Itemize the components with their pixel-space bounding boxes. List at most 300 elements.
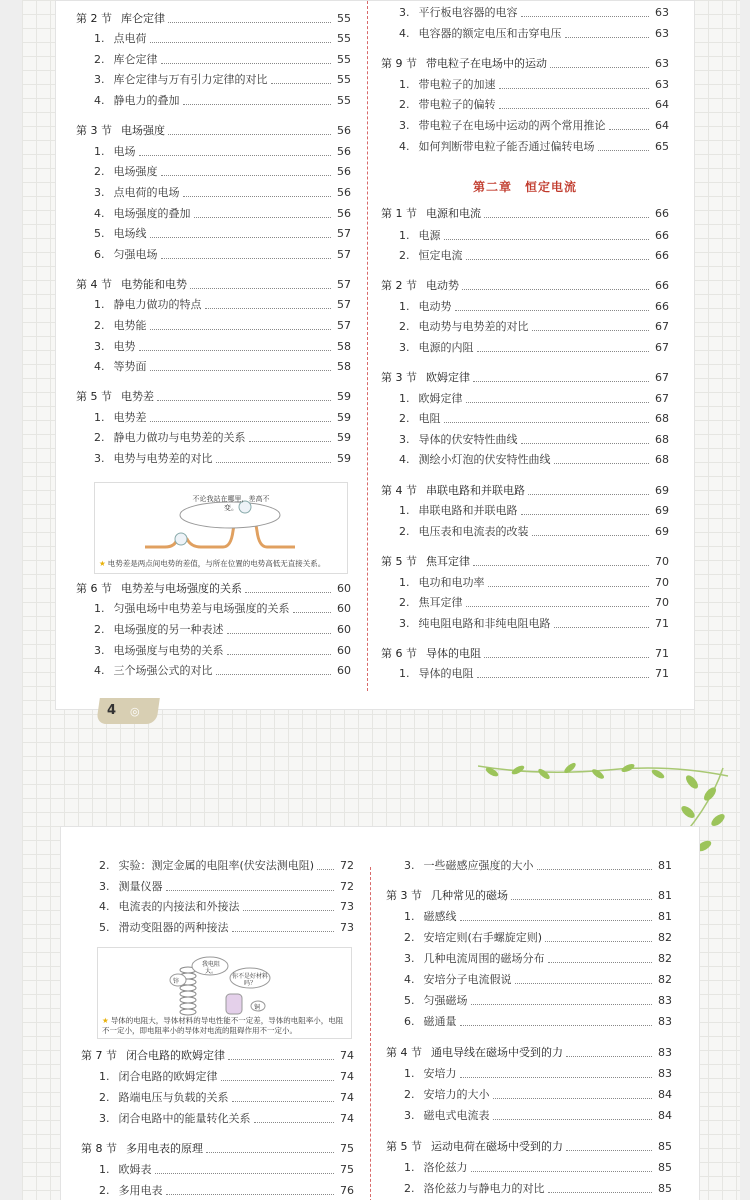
toc-number: 2.: [399, 525, 410, 538]
toc-item-row[interactable]: [76, 143, 351, 159]
leader-dots: [228, 1059, 334, 1060]
toc-page-number: 56: [337, 145, 351, 158]
toc-title: 多用电表的原理: [126, 1142, 203, 1155]
leader-dots: [550, 67, 649, 68]
page-tab: [96, 698, 160, 724]
toc-number: 4.: [399, 453, 410, 466]
toc-section-row[interactable]: [386, 887, 672, 903]
toc-page-number: 60: [337, 644, 351, 657]
toc-item-row[interactable]: [386, 929, 672, 945]
toc-page-number: 72: [340, 880, 354, 893]
toc-title: 纯电阻电路和非纯电阻电路: [418, 617, 551, 630]
toc-page-number: 68: [655, 412, 669, 425]
toc-number: 1.: [94, 298, 105, 311]
toc-number: 6.: [94, 248, 105, 261]
toc-item-row[interactable]: [386, 950, 672, 966]
toc-section-row[interactable]: [381, 277, 669, 293]
toc-item-row[interactable]: [381, 4, 669, 20]
toc-number: 第 8 节: [81, 1142, 117, 1155]
toc-title: 欧姆定律: [426, 371, 470, 384]
leader-dots: [455, 310, 650, 311]
leader-dots: [545, 941, 652, 942]
toc-number: 2.: [399, 596, 410, 609]
toc-item-row[interactable]: [76, 317, 351, 333]
toc-number: 1.: [399, 504, 410, 517]
toc-title: 路端电压与负载的关系: [118, 1091, 229, 1104]
leader-dots: [565, 37, 650, 38]
toc-page-number: 69: [655, 525, 669, 538]
leader-dots: [183, 104, 332, 105]
toc-number: 2.: [94, 165, 105, 178]
toc-number: 3.: [399, 6, 410, 19]
toc-page-number: 63: [655, 78, 669, 91]
toc-item-row[interactable]: [76, 225, 351, 241]
toc-item-row[interactable]: [386, 857, 672, 873]
toc-item-row[interactable]: [76, 163, 351, 179]
toc-item-row[interactable]: [76, 600, 351, 616]
toc-item-row[interactable]: [381, 298, 669, 314]
toc-item-row[interactable]: [76, 71, 351, 87]
toc-title: 库仑定律: [121, 12, 165, 25]
leader-dots: [466, 402, 650, 403]
toc-item-row[interactable]: [76, 51, 351, 67]
toc-item-row[interactable]: [381, 339, 669, 355]
leader-dots: [157, 400, 331, 401]
toc-number: 2.: [399, 412, 410, 425]
leader-dots: [227, 654, 332, 655]
toc-page-number: 57: [337, 227, 351, 240]
toc-page-number: 56: [337, 124, 351, 137]
toc-section-row[interactable]: [76, 388, 351, 404]
leader-dots: [139, 350, 332, 351]
toc-item-row[interactable]: [81, 878, 354, 894]
toc-item-row[interactable]: [386, 1013, 672, 1029]
toc-item-row[interactable]: [386, 1107, 672, 1123]
toc-title: 电势与电势差的对比: [113, 452, 213, 465]
toc-page-number: 67: [655, 371, 669, 384]
toc-title: 磁通量: [423, 1015, 457, 1028]
toc-item-row[interactable]: [381, 390, 669, 406]
toc-number: 3.: [399, 617, 410, 630]
toc-section-row[interactable]: [386, 1138, 672, 1154]
toc-title: 欧姆定律: [418, 392, 463, 405]
toc-item-row[interactable]: [386, 1159, 672, 1175]
toc-title: 磁感线: [423, 910, 457, 923]
leader-dots: [150, 42, 332, 43]
toc-number: 第 6 节: [381, 647, 417, 660]
toc-item-row[interactable]: [381, 96, 669, 112]
leader-dots: [150, 329, 332, 330]
toc-section-row[interactable]: [81, 1140, 354, 1156]
toc-number: 4.: [94, 207, 105, 220]
toc-title: 电源和电流: [426, 207, 481, 220]
toc-item-row[interactable]: [381, 318, 669, 334]
toc-page-number: 66: [655, 300, 669, 313]
toc-item-row[interactable]: [76, 642, 351, 658]
toc-title: 通电导线在磁场中受到的力: [431, 1046, 563, 1059]
leader-dots: [473, 381, 649, 382]
toc-item-row[interactable]: [76, 621, 351, 637]
toc-item-row[interactable]: [381, 431, 669, 447]
toc-page-number: 83: [658, 1046, 672, 1059]
toc-title: 洛伦兹力: [423, 1161, 468, 1174]
toc-item-row[interactable]: [81, 857, 354, 873]
toc-item-row[interactable]: [386, 1065, 672, 1081]
toc-title: 匀强电场中电势差与电场强度的关系: [113, 602, 290, 615]
leader-dots: [205, 308, 332, 309]
toc-item-row[interactable]: [76, 338, 351, 354]
toc-item-row[interactable]: [381, 615, 669, 631]
toc-number: 1.: [94, 411, 105, 424]
toc-number: 第 9 节: [381, 57, 417, 70]
toc-number: 第 2 节: [381, 279, 417, 292]
toc-title: 电动势: [418, 300, 452, 313]
toc-item-row[interactable]: [386, 908, 672, 924]
toc-item-row[interactable]: [76, 92, 351, 108]
toc-item-row[interactable]: [76, 450, 351, 466]
toc-title: 多用电表: [118, 1184, 163, 1197]
toc-title: 焦耳定律: [418, 596, 463, 609]
toc-item-row[interactable]: [76, 205, 351, 221]
toc-section-row[interactable]: [386, 1044, 672, 1060]
toc-page-number: 65: [655, 140, 669, 153]
leader-dots: [484, 217, 649, 218]
leader-dots: [462, 289, 649, 290]
toc-number: 2.: [99, 1091, 110, 1104]
toc-page-number: 85: [658, 1182, 672, 1195]
toc-item-row[interactable]: [381, 574, 669, 590]
toc-number: 1.: [399, 667, 410, 680]
toc-title: 电场强度的叠加: [113, 207, 191, 220]
toc-number: 第 5 节: [381, 555, 417, 568]
toc-title: 电场强度: [121, 124, 165, 137]
toc-number: 4.: [94, 94, 105, 107]
leader-dots: [499, 108, 650, 109]
toc-item-row[interactable]: [81, 1089, 354, 1105]
toc-title: 实验：测定金属的电阻率(伏安法测电阻): [118, 859, 315, 872]
toc-section-row[interactable]: [76, 122, 351, 138]
leader-dots: [232, 931, 335, 932]
leader-dots: [548, 962, 653, 963]
toc-page-number: 59: [337, 431, 351, 444]
leader-dots: [444, 422, 650, 423]
toc-title: 导体的电阻: [418, 667, 474, 680]
toc-item-row[interactable]: [76, 296, 351, 312]
toc-number: 1.: [404, 910, 415, 923]
toc-page-number: 55: [337, 12, 351, 25]
leader-dots: [150, 370, 332, 371]
toc-item-row[interactable]: [381, 247, 669, 263]
leader-dots: [227, 633, 332, 634]
toc-number: 5.: [94, 227, 105, 240]
toc-title: 电场强度: [113, 165, 158, 178]
leader-dots: [155, 1173, 335, 1174]
toc-item-row[interactable]: [76, 184, 351, 200]
coil-illustration: [98, 948, 353, 1022]
leader-dots: [166, 1194, 335, 1195]
toc-item-row[interactable]: [81, 1182, 354, 1198]
illustration-potential-difference: [94, 482, 348, 574]
toc-title: 带电粒子的偏转: [418, 98, 496, 111]
toc-number: 3.: [94, 73, 105, 86]
toc-item-row[interactable]: [381, 502, 669, 518]
toc-section-row[interactable]: [76, 276, 351, 292]
toc-title: 电势: [113, 340, 136, 353]
toc-page-number: 55: [337, 32, 351, 45]
leader-dots: [493, 1119, 653, 1120]
toc-item-row[interactable]: [381, 594, 669, 610]
toc-number: 1.: [399, 576, 410, 589]
toc-item-row[interactable]: [381, 665, 669, 681]
leader-dots: [477, 351, 650, 352]
leader-dots: [477, 677, 650, 678]
leader-dots: [194, 217, 332, 218]
toc-number: 6.: [404, 1015, 415, 1028]
toc-number: 2.: [99, 859, 110, 872]
toc-title: 带电粒子的加速: [418, 78, 496, 91]
toc-item-row[interactable]: [81, 1068, 354, 1084]
toc-item-row[interactable]: [81, 1161, 354, 1177]
toc-title: 导体的电阻: [426, 647, 481, 660]
toc-page-number: 67: [655, 392, 669, 405]
toc-page-number: 71: [655, 617, 669, 630]
star-icon: ★: [102, 1016, 109, 1025]
toc-page-number: 70: [655, 555, 669, 568]
toc-page-number: 67: [655, 341, 669, 354]
toc-number: 4.: [94, 664, 105, 677]
chapter-heading: 第二章 恒定电流: [472, 180, 577, 194]
toc-page-number: 57: [337, 319, 351, 332]
toc-title: 电势差: [113, 411, 147, 424]
toc-number: 第 3 节: [386, 889, 422, 902]
toc-page-number: 60: [337, 582, 351, 595]
toc-page-number: 73: [340, 921, 354, 934]
toc-page-number: 55: [337, 73, 351, 86]
toc-item-row[interactable]: [381, 117, 669, 133]
toc-item-row[interactable]: [386, 971, 672, 987]
toc-number: 3.: [399, 341, 410, 354]
toc-number: 第 6 节: [76, 582, 112, 595]
toc-number: 3.: [399, 119, 410, 132]
toc-number: 3.: [94, 644, 105, 657]
leader-dots: [243, 910, 335, 911]
toc-title: 等势面: [113, 360, 147, 373]
toc-number: 3.: [94, 186, 105, 199]
toc-page-number: 59: [337, 452, 351, 465]
toc-number: 2.: [404, 1182, 415, 1195]
toc-item-row[interactable]: [386, 1086, 672, 1102]
toc-number: 3.: [94, 452, 105, 465]
leader-dots: [566, 1150, 652, 1151]
toc-number: 1.: [94, 32, 105, 45]
toc-page-number: 58: [337, 340, 351, 353]
speech-bubble: 不论我站在哪里，差高不变。: [192, 495, 270, 512]
toc-title: 恒定电流: [418, 249, 463, 262]
toc-section-row[interactable]: [76, 10, 351, 26]
toc-section-row[interactable]: [381, 553, 669, 569]
toc-title: 电阻: [418, 412, 441, 425]
leader-dots: [521, 514, 650, 515]
toc-item-row[interactable]: [381, 138, 669, 154]
toc-item-row[interactable]: [381, 227, 669, 243]
toc-number: 3.: [404, 1109, 415, 1122]
toc-page-number: 66: [655, 207, 669, 220]
toc-page-number: 83: [658, 1067, 672, 1080]
toc-section-row[interactable]: [381, 369, 669, 385]
leader-dots: [515, 983, 653, 984]
illustration-caption: ★ 电势差是两点间电势的差值，与所在位置的电势高低无直接关系。: [99, 559, 326, 568]
toc-section-row[interactable]: [381, 645, 669, 661]
toc-page-number: 75: [340, 1163, 354, 1176]
toc-item-row[interactable]: [381, 25, 669, 41]
toc-title: 静电力做功的特点: [113, 298, 202, 311]
toc-page-number: 63: [655, 27, 669, 40]
toc-page-number: 84: [658, 1109, 672, 1122]
leader-dots: [221, 1080, 335, 1081]
toc-item-row[interactable]: [386, 992, 672, 1008]
toc-number: 1.: [399, 78, 410, 91]
toc-page-number: 56: [337, 186, 351, 199]
toc-page-number: 68: [655, 453, 669, 466]
leader-dots: [150, 421, 332, 422]
star-icon: ★: [99, 559, 106, 568]
toc-page-number: 76: [340, 1184, 354, 1197]
leader-dots: [161, 175, 332, 176]
leader-dots: [493, 1098, 653, 1099]
toc-title: 几种电流周围的磁场分布: [423, 952, 545, 965]
toc-number: 2.: [399, 98, 410, 111]
toc-title: 库仑定律与万有引力定律的对比: [113, 73, 268, 86]
toc-title: 欧姆表: [118, 1163, 152, 1176]
toc-page-number: 58: [337, 360, 351, 373]
leader-dots: [521, 16, 650, 17]
toc-page-number: 64: [655, 119, 669, 132]
toc-number: 第 4 节: [381, 484, 417, 497]
toc-page-number: 57: [337, 278, 351, 291]
toc-page-number: 74: [340, 1112, 354, 1125]
label-zinc: 锌: [173, 978, 180, 985]
toc-page-number: 60: [337, 664, 351, 677]
toc-item-row[interactable]: [381, 451, 669, 467]
toc-number: 4.: [399, 140, 410, 153]
leader-dots: [466, 606, 650, 607]
toc-page-number: 81: [658, 889, 672, 902]
leader-dots: [528, 494, 649, 495]
toc-title: 电场线: [113, 227, 147, 240]
toc-page-number: 70: [655, 596, 669, 609]
leader-dots: [532, 535, 650, 536]
toc-page-number: 67: [655, 320, 669, 333]
toc-item-row[interactable]: [381, 410, 669, 426]
toc-title: 磁电式电流表: [423, 1109, 490, 1122]
leader-dots: [216, 462, 332, 463]
toc-title: 焦耳定律: [426, 555, 470, 568]
leader-dots: [460, 1025, 653, 1026]
toc-item-row[interactable]: [381, 76, 669, 92]
toc-title: 电源的内阻: [418, 341, 474, 354]
toc-title: 带电粒子在电场中的运动: [426, 57, 547, 70]
toc-page-number: 75: [340, 1142, 354, 1155]
toc-item-row[interactable]: [386, 1180, 672, 1196]
toc-title: 带电粒子在电场中运动的两个常用推论: [418, 119, 606, 132]
leader-dots: [554, 627, 650, 628]
leader-dots: [232, 1101, 335, 1102]
toc-page-number: 55: [337, 53, 351, 66]
toc-page-number: 74: [340, 1049, 354, 1062]
toc-number: 3.: [99, 1112, 110, 1125]
toc-number: 3.: [404, 859, 415, 872]
toc-section-row[interactable]: [381, 205, 669, 221]
leader-dots: [537, 869, 653, 870]
toc-item-row[interactable]: [76, 358, 351, 374]
toc-item-row[interactable]: [81, 1110, 354, 1126]
toc-page-number: 69: [655, 504, 669, 517]
toc-title: 电势能和电势: [121, 278, 187, 291]
leader-dots: [254, 1122, 335, 1123]
toc-item-row[interactable]: [76, 429, 351, 445]
toc-page-number: 68: [655, 433, 669, 446]
toc-title: 三个场强公式的对比: [113, 664, 213, 677]
leader-dots: [598, 150, 650, 151]
toc-section-row[interactable]: [381, 482, 669, 498]
toc-page-number: 57: [337, 298, 351, 311]
toc-number: 1.: [404, 1161, 415, 1174]
toc-number: 第 5 节: [386, 1140, 422, 1153]
toc-item-row[interactable]: [81, 919, 354, 935]
toc-number: 3.: [404, 952, 415, 965]
toc-title: 串联电路和并联电路: [418, 504, 518, 517]
toc-title: 静电力的叠加: [113, 94, 180, 107]
toc-item-row[interactable]: [76, 662, 351, 678]
toc-number: 2.: [399, 320, 410, 333]
toc-item-row[interactable]: [81, 898, 354, 914]
toc-title: 电势差: [121, 390, 154, 403]
toc-item-row[interactable]: [76, 246, 351, 262]
leader-dots: [471, 1004, 653, 1005]
toc-item-row[interactable]: [381, 523, 669, 539]
toc-section-row[interactable]: [81, 1047, 354, 1063]
toc-title: 闭合电路中的能量转化关系: [118, 1112, 251, 1125]
toc-section-row[interactable]: [76, 580, 351, 596]
toc-number: 5.: [404, 994, 415, 1007]
toc-title: 电势差与电场强度的关系: [121, 582, 242, 595]
toc-title: 一些磁感应强度的大小: [423, 859, 534, 872]
toc-title: 洛伦兹力与静电力的对比: [423, 1182, 545, 1195]
column-divider: [370, 867, 371, 1200]
leader-dots: [216, 674, 332, 675]
toc-title: 测绘小灯泡的伏安特性曲线: [418, 453, 551, 466]
toc-item-row[interactable]: [76, 30, 351, 46]
toc-section-row[interactable]: [381, 55, 669, 71]
toc-number: 3.: [99, 880, 110, 893]
toc-number: 第 1 节: [381, 207, 417, 220]
toc-page-number: 82: [658, 973, 672, 986]
toc-title: 电动势: [426, 279, 459, 292]
toc-item-row[interactable]: [76, 409, 351, 425]
toc-title: 几种常见的磁场: [431, 889, 508, 902]
toc-number: 第 3 节: [381, 371, 417, 384]
leader-dots: [190, 288, 331, 289]
leader-dots: [293, 612, 332, 613]
column-divider: [367, 1, 368, 691]
toc-number: 1.: [99, 1163, 110, 1176]
toc-number: 2.: [94, 623, 105, 636]
toc-number: 2.: [94, 319, 105, 332]
leader-dots: [166, 890, 335, 891]
toc-number: 1.: [99, 1070, 110, 1083]
toc-page-number: 83: [658, 1015, 672, 1028]
toc-page-number: 57: [337, 248, 351, 261]
